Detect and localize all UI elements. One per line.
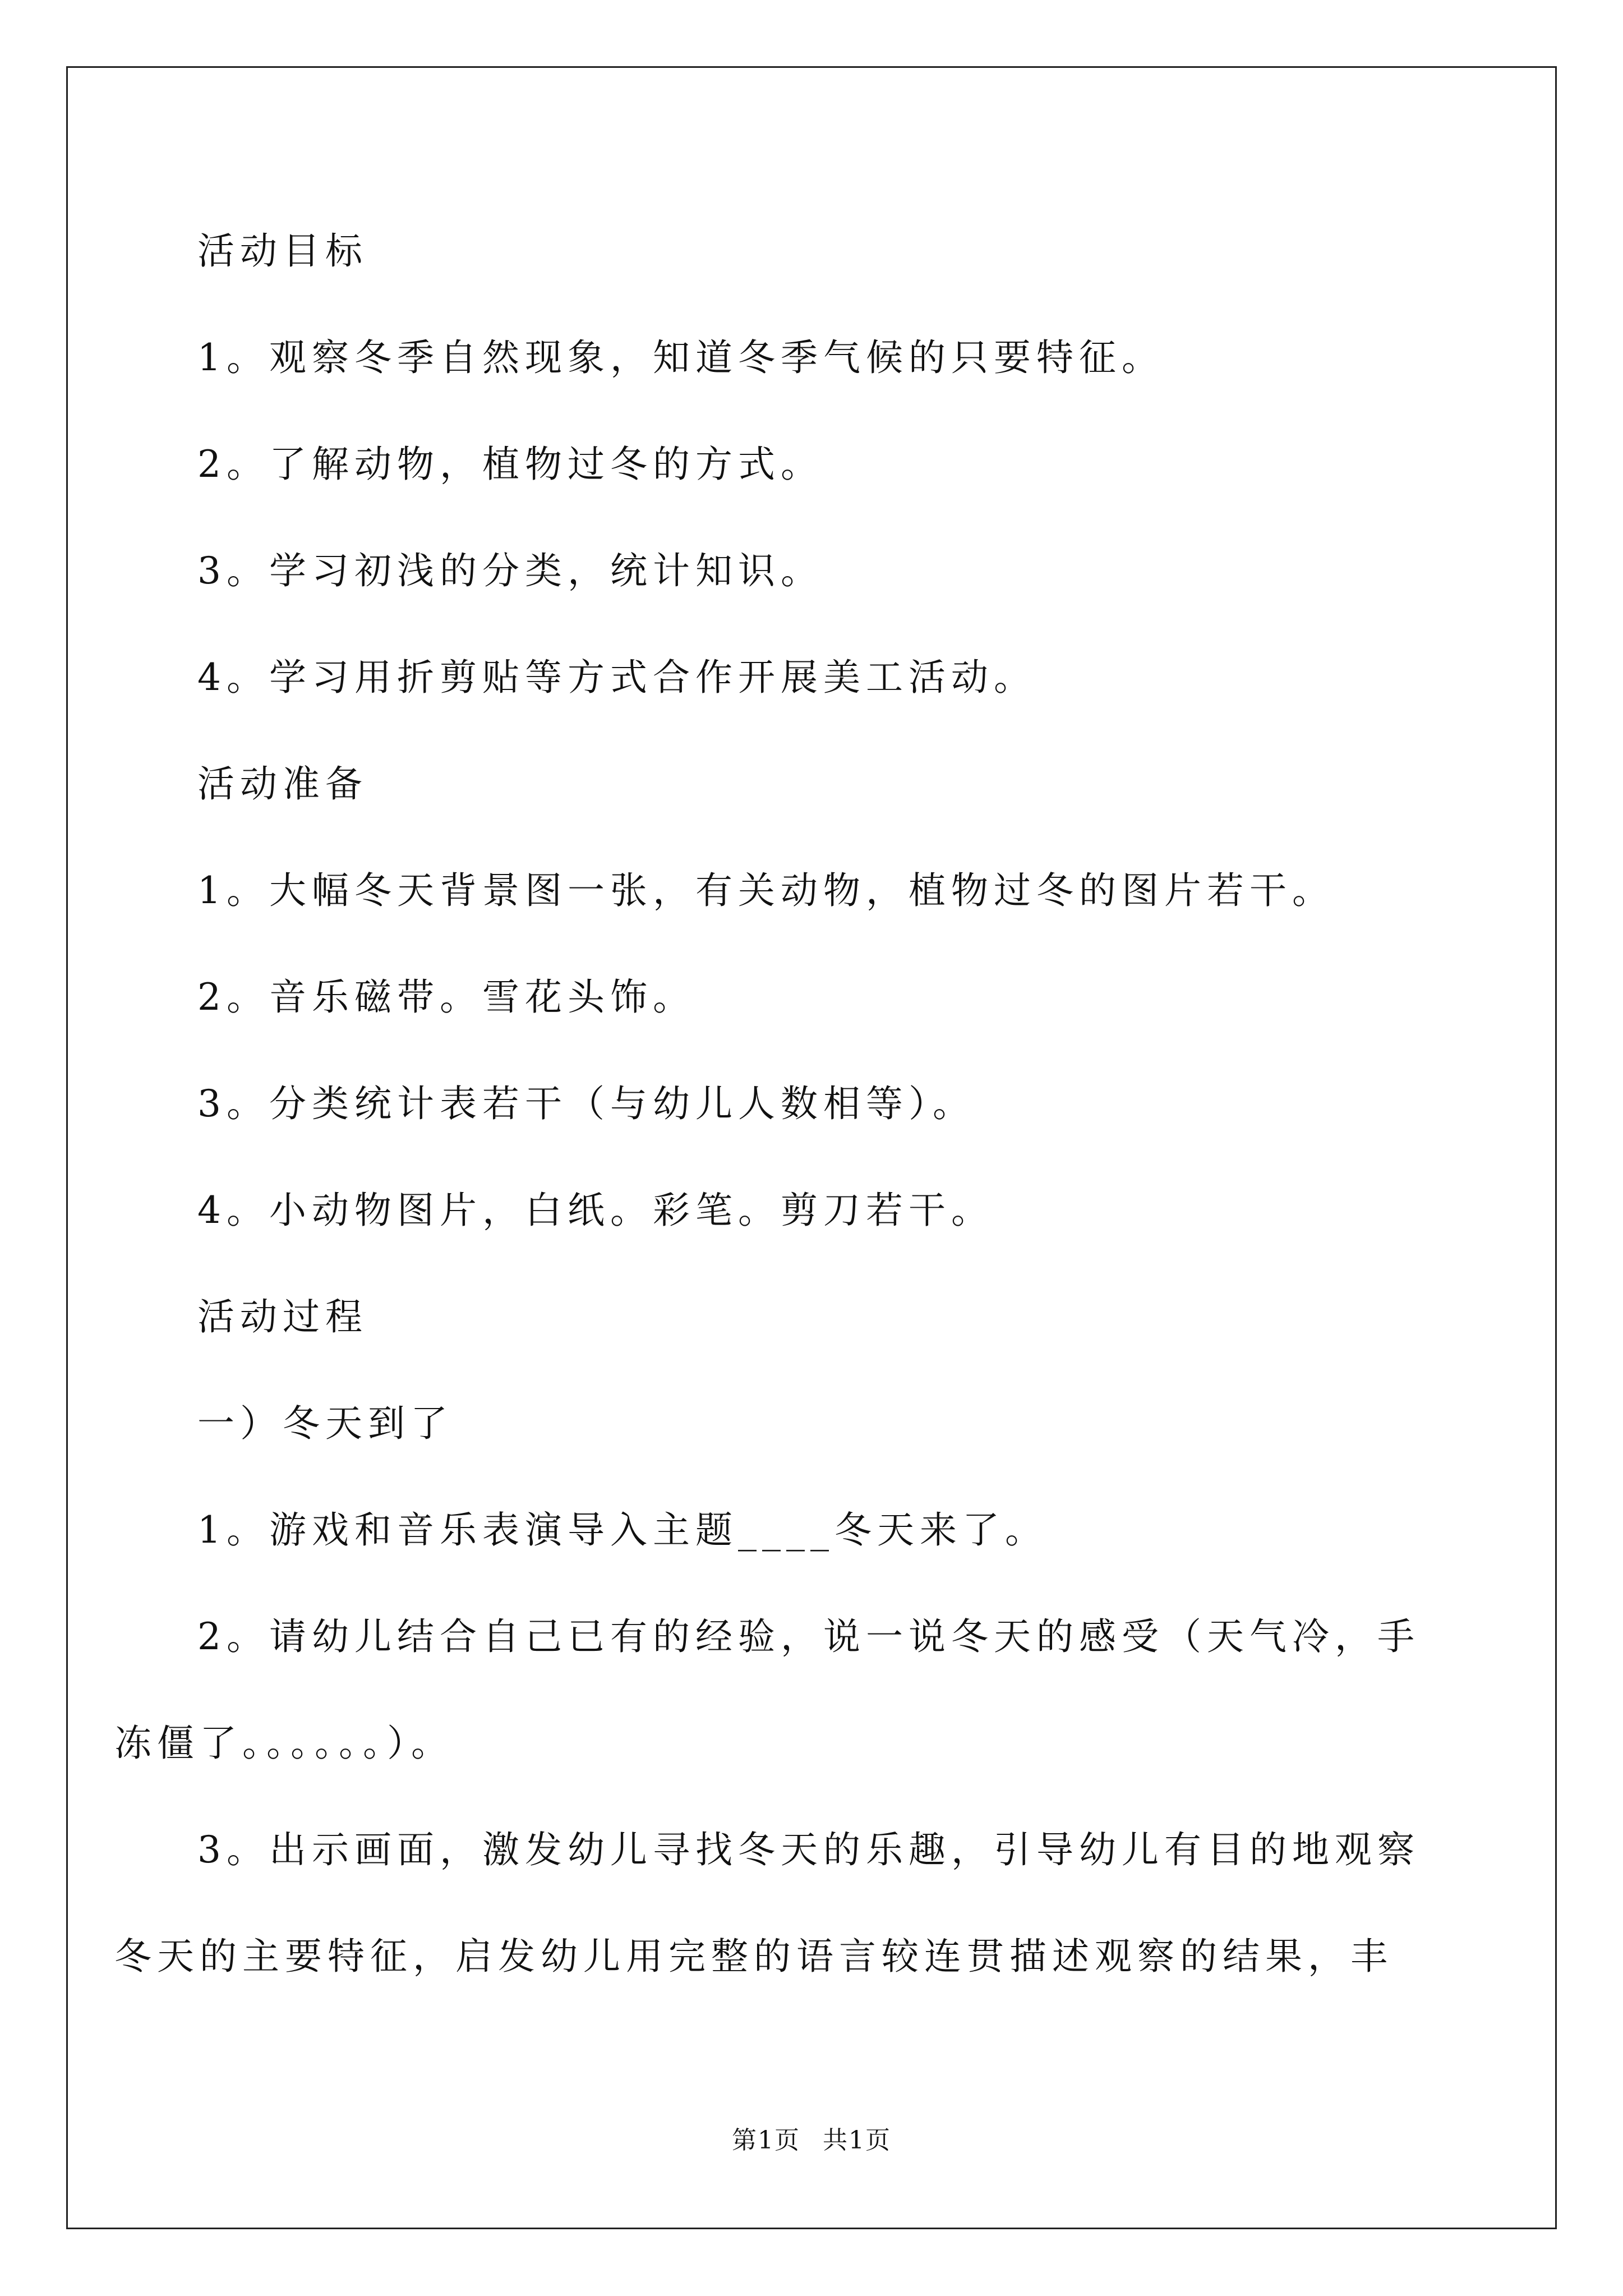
page-footer — [0, 2125, 1623, 2156]
paragraph-line: 3。学习初浅的分类，统计知识。 — [197, 549, 823, 592]
paragraph-line: 3。分类统计表若干（与幼儿人数相等）。 — [197, 1082, 975, 1125]
paragraph-line: 4。学习用折剪贴等方式合作开展美工活动。 — [197, 656, 1036, 699]
page-number-current: 第1页 — [732, 2126, 800, 2155]
subheading-winter-arrived: 一）冬天到了 — [197, 1402, 453, 1445]
page-number-total: 共1页 — [823, 2126, 891, 2155]
paragraph-line: 2。音乐磁带。雪花头饰。 — [197, 976, 695, 1019]
paragraph-line-continued: 冬天的主要特征，启发幼儿用完整的语言较连贯描述观察的结果，丰 — [114, 1935, 1393, 1978]
heading-activity-preparation: 活动准备 — [197, 762, 368, 806]
paragraph-line: 1。观察冬季自然现象，知道冬季气候的只要特征。 — [197, 336, 1164, 379]
paragraph-line: 3。出示画面，激发幼儿寻找冬天的乐趣，引导幼儿有目的地观察 — [197, 1828, 1420, 1871]
paragraph-line: 1。游戏和音乐表演导入主题____冬天来了。 — [197, 1508, 1048, 1552]
heading-activity-process: 活动过程 — [197, 1295, 368, 1338]
heading-activity-goals: 活动目标 — [197, 229, 368, 273]
paragraph-line: 1。大幅冬天背景图一张，有关动物，植物过冬的图片若干。 — [197, 869, 1335, 912]
paragraph-line: 2。了解动物，植物过冬的方式。 — [197, 443, 823, 486]
paragraph-line: 2。请幼儿结合自己已有的经验，说一说冬天的感受（天气冷，手 — [197, 1615, 1420, 1658]
paragraph-line: 4。小动物图片，白纸。彩笔。剪刀若干。 — [197, 1189, 994, 1232]
paragraph-line-continued: 冻僵了。。。。。。）。 — [114, 1722, 454, 1765]
page-frame — [66, 66, 1557, 2229]
